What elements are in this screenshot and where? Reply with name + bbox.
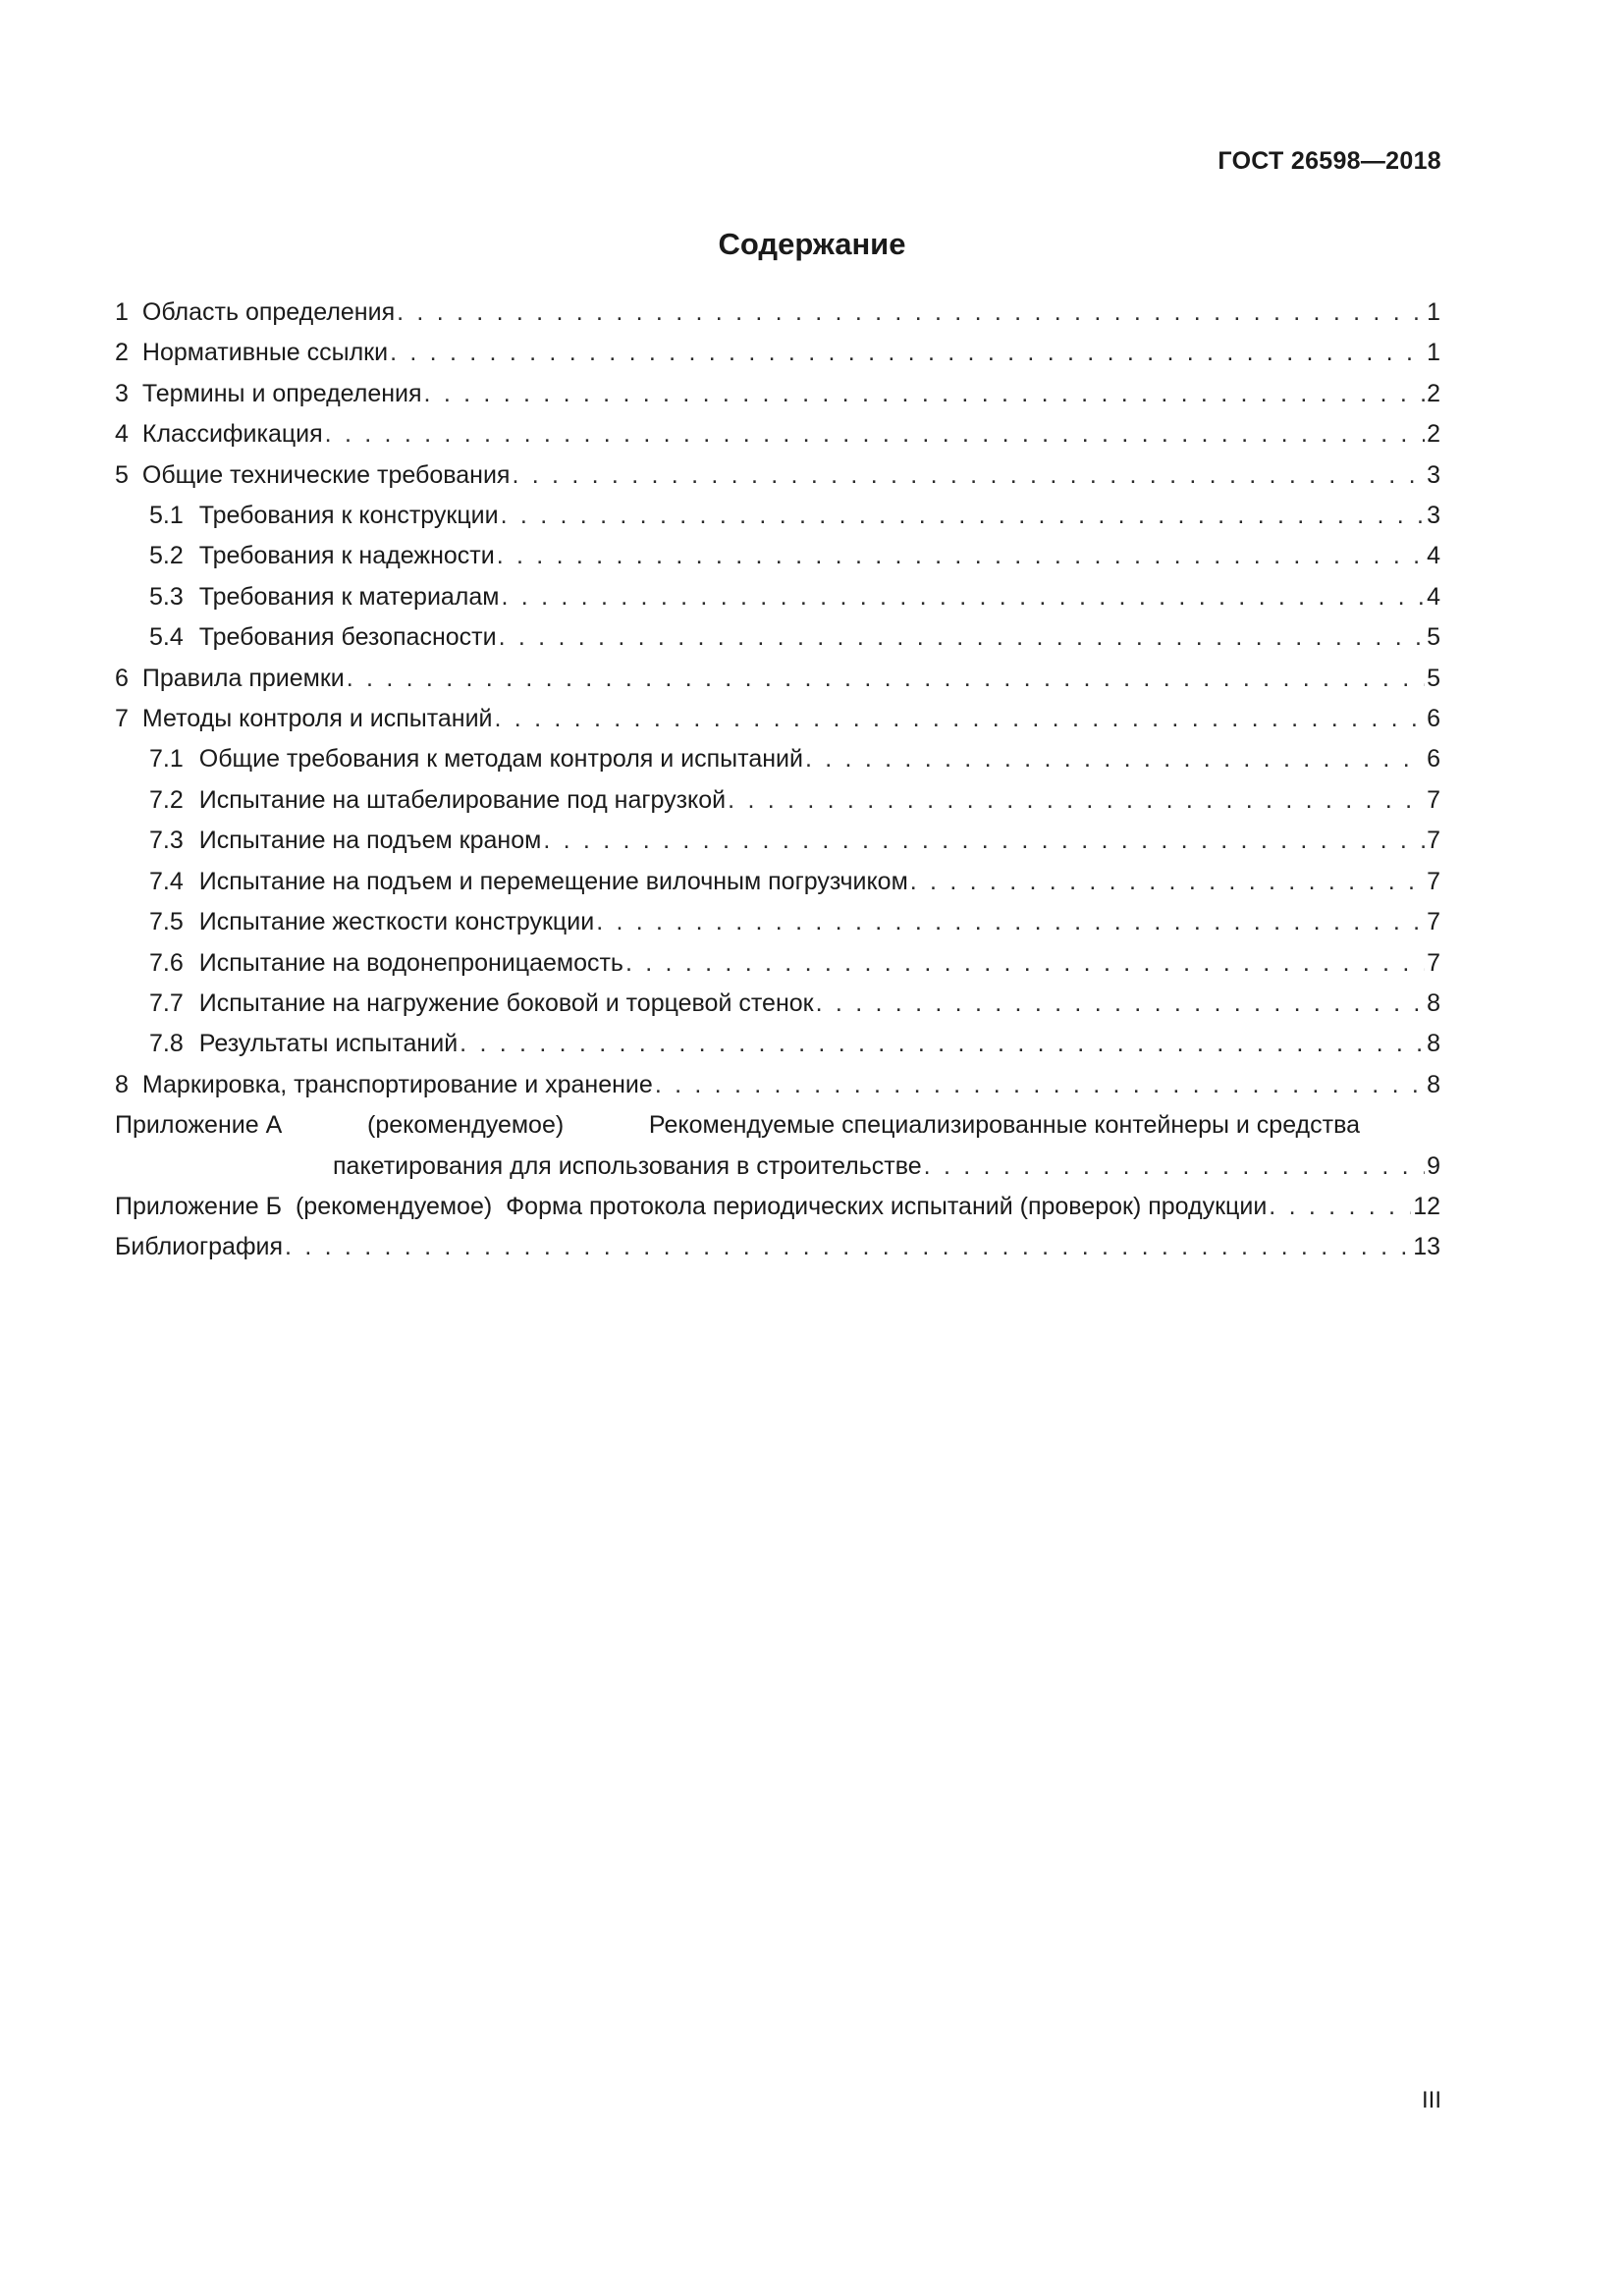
toc-entry-number: 7.2 [149, 785, 184, 814]
dot-leader [497, 536, 1425, 576]
toc-entry-page: 2 [1427, 379, 1440, 407]
appendix-a-kind: (рекомендуемое) [367, 1111, 565, 1140]
toc-entry-page: 5 [1427, 664, 1440, 692]
dot-leader [347, 659, 1425, 699]
toc-entry-page: 1 [1427, 298, 1440, 326]
appendix-b-kind: (рекомендуемое) [295, 1192, 493, 1220]
dot-leader [495, 699, 1426, 739]
toc-subentry[interactable] [115, 862, 1440, 902]
toc-entry-number: 5.3 [149, 582, 184, 611]
appendix-a-second-line [115, 1147, 1440, 1187]
toc-entry-page: 6 [1427, 745, 1440, 774]
dot-leader [910, 862, 1425, 902]
toc-subentry[interactable] [115, 902, 1440, 942]
toc-entry-number: 7.7 [149, 988, 184, 1017]
toc-entry-label: Методы контроля и испытаний [141, 705, 493, 733]
toc-subentry[interactable] [115, 1024, 1440, 1064]
toc-entry-number: 4 [115, 420, 129, 449]
appendix-a-head: Приложение А [115, 1111, 283, 1140]
toc-entry-label: Испытание на штабелирование под нагрузкой [198, 785, 727, 814]
toc-subentry[interactable] [115, 577, 1440, 617]
dot-leader [1269, 1187, 1411, 1227]
toc-subentry[interactable] [115, 943, 1440, 984]
toc-appendix-a[interactable] [115, 1105, 1440, 1187]
toc-entry[interactable] [115, 293, 1440, 333]
toc-entry[interactable] [115, 455, 1440, 496]
toc-entry-page: 6 [1427, 705, 1440, 733]
dot-leader [543, 821, 1425, 861]
toc-entry-page: 9 [1427, 1151, 1440, 1180]
toc-bibliography[interactable] [115, 1227, 1440, 1267]
toc-entry-label: Нормативные ссылки [141, 339, 389, 367]
dot-leader [728, 780, 1425, 821]
toc-entry-page: 7 [1427, 827, 1440, 855]
toc-entry-number: 2 [115, 339, 129, 367]
toc-entry-number: 5.4 [149, 623, 184, 652]
toc-entry-label: Испытание на водонепроницаемость [198, 948, 623, 977]
dot-leader [625, 943, 1425, 984]
toc-entry-number: 8 [115, 1070, 129, 1098]
dot-leader [816, 984, 1425, 1024]
toc-entry-number: 5 [115, 460, 129, 489]
toc-entry[interactable] [115, 374, 1440, 414]
toc-entry-label: Испытание на подъем краном [198, 827, 542, 855]
toc-subentry[interactable] [115, 780, 1440, 821]
toc-entry-number: 3 [115, 379, 129, 407]
dot-leader [460, 1024, 1425, 1064]
toc-entry-page: 1 [1427, 339, 1440, 367]
dot-leader [390, 333, 1425, 373]
toc-subentry[interactable] [115, 984, 1440, 1024]
toc-entry-number: 7 [115, 705, 129, 733]
page-number: III [1421, 2087, 1441, 2113]
dot-leader [512, 455, 1425, 496]
toc-entry-page: 7 [1427, 867, 1440, 895]
toc-entry-page: 8 [1427, 1030, 1440, 1058]
toc-entry-label: Требования к надежности [198, 542, 495, 570]
toc-entry-number: 7.3 [149, 827, 184, 855]
toc-subentry[interactable] [115, 536, 1440, 576]
dot-leader [805, 739, 1425, 779]
dot-leader [397, 293, 1425, 333]
dot-leader [502, 577, 1426, 617]
appendix-b-title: Форма протокола периодических испытаний (проверок) продукции [506, 1192, 1268, 1220]
toc-entry-label: Требования безопасности [198, 623, 497, 652]
toc-entry-number: 5.2 [149, 542, 184, 570]
toc-entry-number: 7.1 [149, 745, 184, 774]
bibliography-label: Библиография [115, 1233, 284, 1261]
appendix-a-title-line2: пакетирования для использования в строительстве [333, 1151, 922, 1180]
toc-entry-number: 7.8 [149, 1030, 184, 1058]
toc-subentry[interactable] [115, 617, 1440, 658]
toc-entry-number: 7.4 [149, 867, 184, 895]
toc-entry-page: 8 [1427, 1070, 1440, 1098]
toc-entry-number: 6 [115, 664, 129, 692]
toc-entry-number: 1 [115, 298, 129, 326]
toc-entry-label: Испытание жесткости конструкции [198, 908, 595, 936]
dot-leader [499, 617, 1426, 658]
toc-entry-page: 3 [1427, 502, 1440, 530]
toc-appendix-b[interactable] [115, 1187, 1440, 1227]
dot-leader [325, 414, 1425, 454]
appendix-b-head: Приложение Б [115, 1192, 282, 1220]
toc-entry[interactable] [115, 659, 1440, 699]
toc-entry-label: Термины и определения [141, 379, 422, 407]
toc-entry-page: 7 [1427, 908, 1440, 936]
toc-title: Содержание [718, 227, 906, 261]
toc-entry-page: 13 [1413, 1233, 1440, 1261]
toc-entry-page: 7 [1427, 785, 1440, 814]
toc-entry-label: Общие технические требования [141, 460, 511, 489]
toc-entry-page: 12 [1413, 1192, 1440, 1220]
toc-entry-label: Результаты испытаний [198, 1030, 459, 1058]
appendix-a-first-line [115, 1105, 1360, 1146]
toc-subentry[interactable] [115, 496, 1440, 536]
toc-entry[interactable] [115, 333, 1440, 373]
toc-entry-label: Правила приемки [141, 664, 345, 692]
toc-entry-label: Испытание на нагружение боковой и торцевой стенок [198, 988, 814, 1017]
toc-entry-page: 4 [1427, 542, 1440, 570]
dot-leader [655, 1065, 1425, 1105]
toc-entry-label: Маркировка, транспортирование и хранение [141, 1070, 653, 1098]
toc-entry-label: Классификация [141, 420, 323, 449]
toc-entry-page: 4 [1427, 582, 1440, 611]
toc-entry-number: 7.6 [149, 948, 184, 977]
toc-entry[interactable] [115, 699, 1440, 739]
toc-entry-number: 7.5 [149, 908, 184, 936]
dot-leader [596, 902, 1425, 942]
toc-entry-page: 5 [1427, 623, 1440, 652]
toc-entry-label: Область определения [141, 298, 396, 326]
toc-entry-label: Требования к конструкции [198, 502, 499, 530]
toc-entry-page: 3 [1427, 460, 1440, 489]
toc-entry-page: 2 [1427, 420, 1440, 449]
toc-entry-label: Испытание на подъем и перемещение вилочным погрузчиком [198, 867, 908, 895]
dot-leader [285, 1227, 1411, 1267]
toc-entry-label: Общие требования к методам контроля и испытаний [198, 745, 803, 774]
table-of-contents [115, 293, 1440, 1268]
toc-entry[interactable] [115, 414, 1440, 454]
toc-entry-number: 5.1 [149, 502, 184, 530]
toc-entry-page: 8 [1427, 988, 1440, 1017]
toc-entry-page: 7 [1427, 948, 1440, 977]
toc-subentry[interactable] [115, 739, 1440, 779]
toc-subentry[interactable] [115, 821, 1440, 861]
dot-leader [501, 496, 1425, 536]
document-code: ГОСТ 26598—2018 [1218, 147, 1441, 175]
toc-entry-label: Требования к материалам [198, 582, 500, 611]
toc-entry[interactable] [115, 1065, 1440, 1105]
dot-leader [924, 1147, 1425, 1187]
appendix-a-title-line1: Рекомендуемые специализированные контейнеры и средства [648, 1111, 1360, 1140]
dot-leader [424, 374, 1426, 414]
